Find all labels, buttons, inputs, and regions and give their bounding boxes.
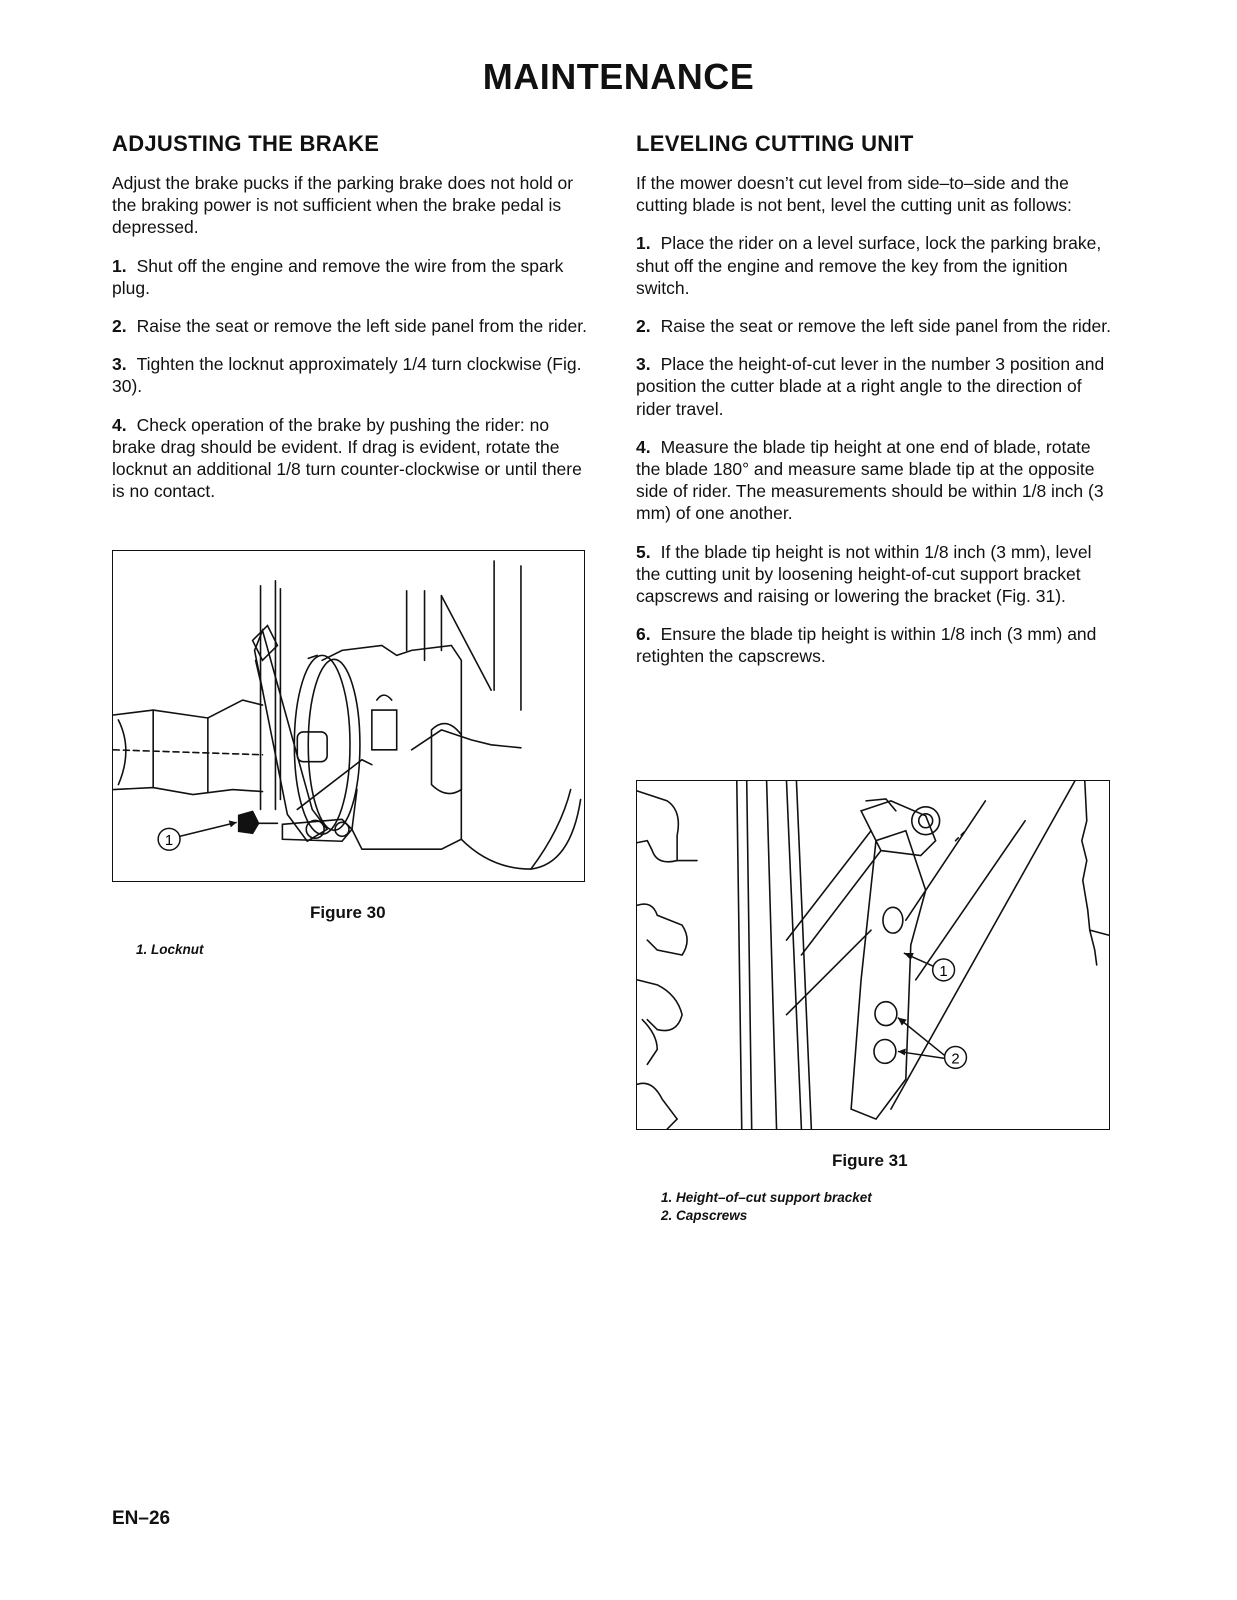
step-number: 5. <box>636 541 651 562</box>
step-number: 4. <box>112 414 127 435</box>
step-text: Check operation of the brake by pushing the rider: no brake drag should be evident. If drag is evident, rotate the locknut an additional 1/8 turn counter-clockwise or until there is no contact. <box>112 414 582 502</box>
figure-31-cutting-unit-illustration <box>636 780 1110 1130</box>
step-number: 3. <box>636 354 651 375</box>
legend-item: 1. Locknut <box>136 942 204 957</box>
step-text: Ensure the blade tip height is within 1/8 inch (3 mm) and retighten the capscrews. <box>636 624 1097 667</box>
leveling-step <box>636 623 1116 667</box>
brake-step <box>112 255 592 299</box>
step-text: If the blade tip height is not within 1/8 inch (3 mm), level the cutting unit by loosening height-of-cut support bracket capscrews and raising or lowering the bracket (Fig. 31). <box>636 541 1092 607</box>
legend-item: 1. Height–of–cut support bracket <box>661 1190 872 1205</box>
callout-2-capscrews <box>898 1018 967 1069</box>
svg-text:1: 1 <box>939 963 948 980</box>
svg-text:1: 1 <box>164 833 174 850</box>
brake-intro: Adjust the brake pucks if the parking brake does not hold or the braking power is not sufficient when the brake pedal is depressed. <box>112 173 574 238</box>
figure-30-caption: Figure 30 <box>310 903 386 922</box>
leveling-intro: If the mower doesn’t cut level from side–to–side and the cutting blade is not bent, level the cutting unit as follows: <box>636 173 1072 216</box>
figure-31-caption: Figure 31 <box>832 1151 908 1170</box>
callout-1-locknut <box>158 820 237 850</box>
svg-text:2: 2 <box>951 1051 960 1068</box>
page-number: EN–26 <box>112 1508 171 1529</box>
brake-step <box>112 414 592 503</box>
step-text: Measure the blade tip height at one end of blade, rotate the blade 180° and measure same blade tip at the opposite side of rider. The measurements should be within 1/8 inch (3 mm) of one another. <box>636 436 1104 524</box>
leveling-step <box>636 232 1116 299</box>
figure-30-brake-illustration <box>112 550 585 882</box>
leveling-step <box>636 436 1116 525</box>
legend-item: 2. Capscrews <box>661 1208 748 1223</box>
leveling-step <box>636 541 1116 608</box>
step-text: Place the height-of-cut lever in the number 3 position and position the cutter blade at a right angle to the direction of rider travel. <box>636 354 1105 419</box>
step-text: Raise the seat or remove the left side panel from the rider. <box>136 316 587 337</box>
step-text: Raise the seat or remove the left side panel from the rider. <box>660 316 1111 337</box>
brake-step <box>112 353 592 397</box>
section-heading-leveling: LEVELING CUTTING UNIT <box>636 131 914 156</box>
brake-step <box>112 315 592 337</box>
step-number: 4. <box>636 436 651 457</box>
figure-30-legend <box>136 941 204 959</box>
step-number: 2. <box>636 316 651 337</box>
cutting-unit-bracket-drawing <box>637 781 1109 1129</box>
step-number: 6. <box>636 624 651 645</box>
step-number: 1. <box>112 255 127 276</box>
step-text: Shut off the engine and remove the wire from the spark plug. <box>112 255 564 298</box>
step-text: Tighten the locknut approximately 1/4 turn clockwise (Fig. 30). <box>112 354 582 397</box>
page-title: MAINTENANCE <box>482 56 755 97</box>
leveling-step <box>636 353 1116 420</box>
leveling-instructions <box>636 172 1116 684</box>
callout-1-height-of-cut-bracket <box>904 953 955 981</box>
brake-instructions <box>112 172 592 518</box>
step-number: 3. <box>112 354 127 375</box>
step-number: 1. <box>636 233 651 254</box>
section-heading-brake: ADJUSTING THE BRAKE <box>112 131 380 156</box>
leveling-step <box>636 315 1116 337</box>
step-text: Place the rider on a level surface, lock the parking brake, shut off the engine and remove the key from the ignition switch. <box>636 233 1102 298</box>
brake-assembly-drawing <box>113 551 584 881</box>
step-number: 2. <box>112 316 127 337</box>
figure-31-legend <box>661 1189 872 1225</box>
